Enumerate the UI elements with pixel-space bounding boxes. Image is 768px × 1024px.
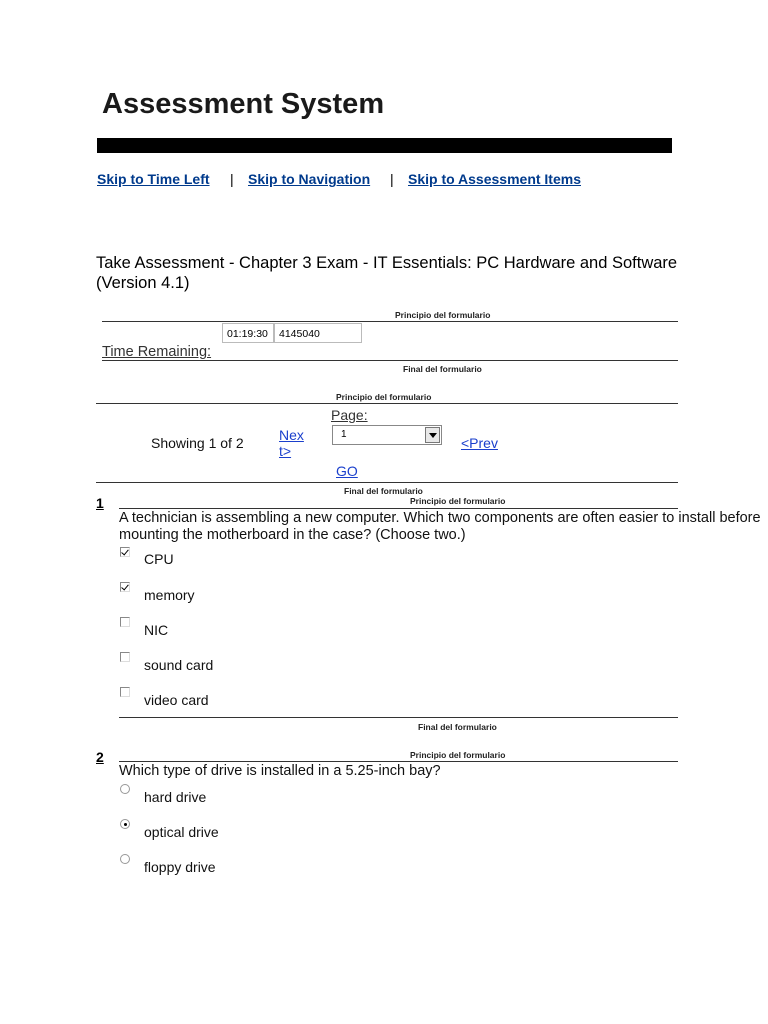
skip-link-separator: | <box>230 171 234 187</box>
showing-count: Showing 1 of 2 <box>151 435 244 451</box>
form-divider <box>119 717 678 718</box>
form-start-label: Principio del formulario <box>410 750 506 760</box>
form-end-label: Final del formulario <box>403 364 482 374</box>
form-divider <box>119 761 678 762</box>
option-label: hard drive <box>144 789 207 805</box>
checkbox-sound-card[interactable] <box>120 652 130 662</box>
skip-link-separator: | <box>390 171 394 187</box>
option-label: sound card <box>144 657 214 673</box>
form-divider <box>96 403 678 404</box>
radio-hard-drive[interactable] <box>120 784 130 794</box>
form-start-label: Principio del formulario <box>410 496 506 506</box>
option-label: video card <box>144 692 209 708</box>
form-divider <box>119 508 678 509</box>
question-text: A technician is assembling a new computer. Which two components are often easier to install before <box>119 510 761 526</box>
next-link-text: t> <box>279 443 292 459</box>
radio-floppy-drive[interactable] <box>120 854 130 864</box>
option-label: optical drive <box>144 824 219 840</box>
option-label: memory <box>144 587 195 603</box>
form-divider <box>102 321 678 322</box>
checkbox-video-card[interactable] <box>120 687 130 697</box>
page-title: Assessment System <box>102 88 385 120</box>
form-divider <box>96 482 678 483</box>
assessment-heading: Take Assessment - Chapter 3 Exam - IT Essentials: PC Hardware and Software (Version 4.1) <box>96 254 678 292</box>
option-label: CPU <box>144 551 174 567</box>
go-button[interactable]: GO <box>336 463 358 479</box>
question-text: mounting the motherboard in the case? (Choose two.) <box>119 527 466 543</box>
radio-optical-drive[interactable] <box>120 819 130 829</box>
page-select[interactable] <box>332 425 442 445</box>
skip-to-time-left-link[interactable]: Skip to Time Left <box>97 171 210 187</box>
time-remaining-value: 01:19:30 <box>222 323 274 343</box>
chevron-down-icon[interactable] <box>425 427 440 443</box>
form-start-label: Principio del formulario <box>395 310 491 320</box>
checkbox-cpu[interactable] <box>120 547 130 557</box>
checkbox-nic[interactable] <box>120 617 130 627</box>
question-text: Which type of drive is installed in a 5.25-inch bay? <box>119 763 441 779</box>
option-label: NIC <box>144 622 169 638</box>
checkbox-memory[interactable] <box>120 582 130 592</box>
next-page-link[interactable] <box>279 427 304 459</box>
time-remaining-label: Time Remaining: <box>102 344 212 360</box>
page-label: Page: <box>331 407 368 423</box>
title-divider-bar <box>97 138 672 153</box>
question-number: 2 <box>96 749 104 765</box>
form-divider <box>102 360 678 361</box>
skip-to-navigation-link[interactable]: Skip to Navigation <box>248 171 371 187</box>
question-number: 1 <box>96 495 104 511</box>
prev-page-link[interactable]: <Prev <box>461 435 498 451</box>
form-end-label: Final del formulario <box>344 486 423 496</box>
skip-to-assessment-items-link[interactable]: Skip to Assessment Items <box>408 171 581 187</box>
form-start-label: Principio del formulario <box>336 392 432 402</box>
timer-id-value: 4145040 <box>274 323 362 343</box>
next-link-text: Nex <box>279 427 304 443</box>
page-select-value: 1 <box>341 429 347 440</box>
form-end-label: Final del formulario <box>418 722 497 732</box>
option-label: floppy drive <box>144 859 216 875</box>
